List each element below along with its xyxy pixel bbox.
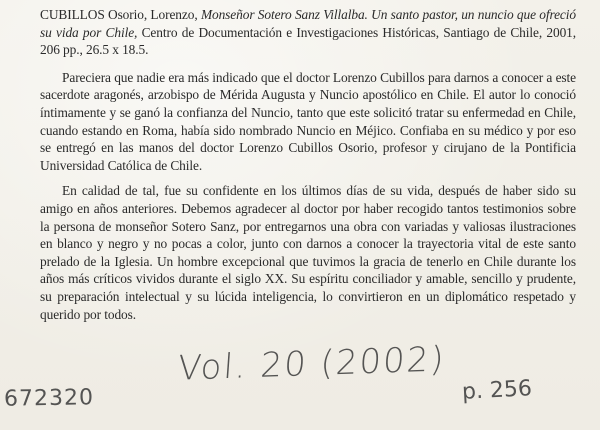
bibliographic-citation bbox=[40, 6, 576, 59]
handwritten-page-note: p. 256 bbox=[461, 376, 533, 405]
citation-author: CUBILLOS Osorio, Lorenzo, bbox=[40, 7, 198, 22]
review-text bbox=[40, 6, 576, 323]
handwritten-volume-note: Vol. 20 (2002) bbox=[176, 339, 447, 389]
citation-title: Monseñor Sotero Sanz Villalba. Un santo pastor, un nuncio que ofreció su vida por Chile, bbox=[40, 7, 576, 40]
review-paragraph-1: Pareciera que nadie era más indicado que el doctor Lorenzo Cubillos para darnos a conocer a este sacerdote aragonés, arzobispo de Mérida Augusta y Nuncio apostólico en Chile. El autor lo conoció íntimamente y se ganó la confianza del Nuncio, tanto que este solicitó tratar su enfermedad en Chile, cuando estando en Roma, había sido nombrado Nuncio en Méjico. Confiaba en su médico y por eso se entregó en las manos del doctor Lorenzo Cubillos Osorio, profesor y cirujano de la Pontificia Universidad Católica de Chile. bbox=[40, 69, 576, 173]
review-paragraph-2: En calidad de tal, fue su confidente en los últimos días de su vida, después de haber sido su amigo en años anteriores. Debemos agradecer al doctor por haber recogido tantos testimonios sobre la persona de monseñor Sotero Sanz, por entregarnos una obra con variadas y valiosas ilustraciones en blanco y negro y no pocas a color, junto con darnos a conocer la trayectoria vital de este santo prelado de la Iglesia. Un hombre excepcional que tuvimos la gracia de tenerlo en Chile durante los años más críticos vividos durante el siglo XX. Su espíritu conciliador y amable, sencillo y prudente, su preparación intelectual y su lúcida inteligencia, lo convirtieron en un diplomático respetado y querido por todos. bbox=[40, 183, 576, 322]
citation-publisher: Centro de Documentación e Investigaciones Históricas, Santiago de Chile, 2001, 206 pp., 26.5 x 18.5. bbox=[40, 24, 577, 58]
handwritten-catalog-number: 672320 bbox=[3, 385, 95, 412]
